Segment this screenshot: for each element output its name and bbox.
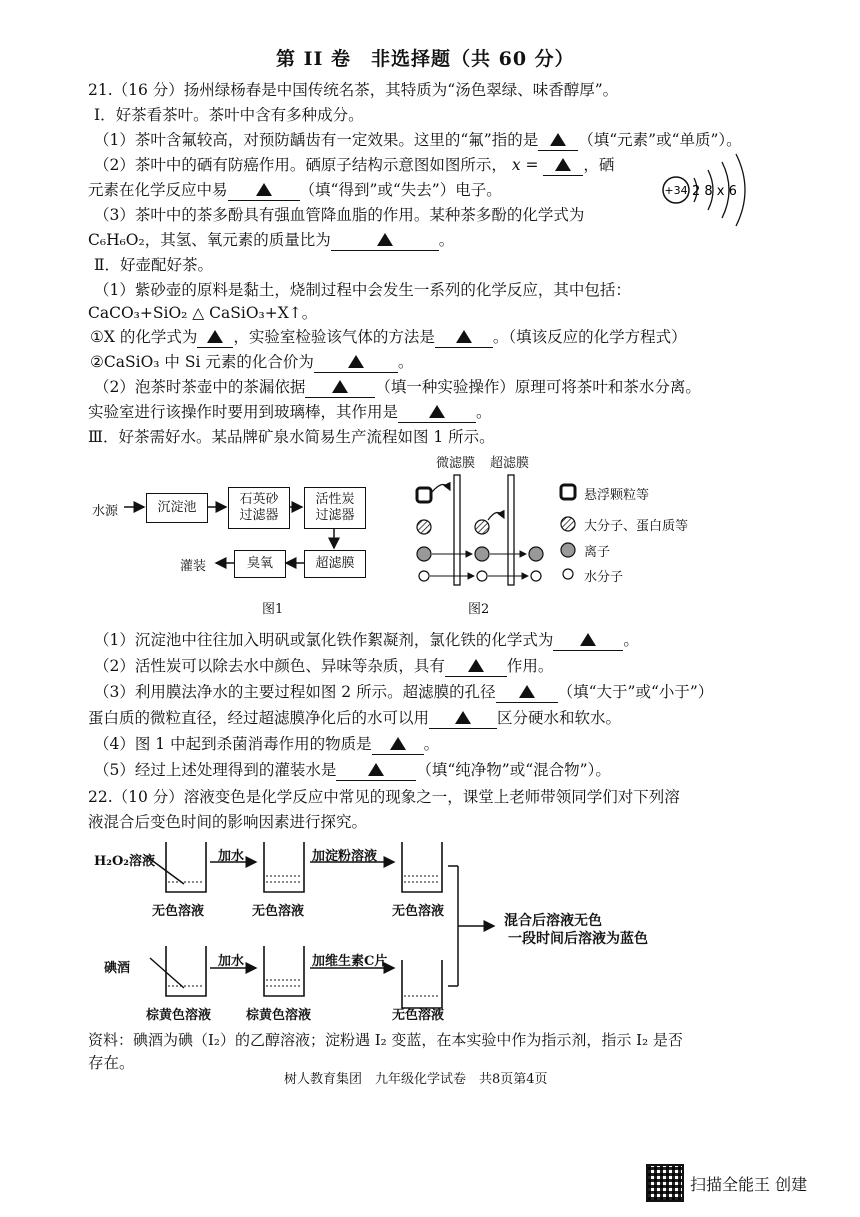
membrane-drawing <box>410 470 560 590</box>
answer-blank <box>435 327 493 348</box>
flow-source: 水源 <box>92 504 119 519</box>
reagent-iodine: 碘酒 <box>104 961 131 976</box>
answer-blank <box>429 708 497 729</box>
q21-part3-title: Ⅲ．好茶需好水。某品牌矿泉水简易生产流程如图 1 所示。 <box>88 428 495 446</box>
q21-I-3: （3）茶叶中的茶多酚具有强血管降血脂的作用。某种茶多酚的化学式为 <box>94 206 585 224</box>
q21-I-1: （1）茶叶含氟较高，对预防龋齿有一定效果。这里的“氟”指的是 （填“元素”或“单质”）。 <box>94 131 742 149</box>
triangle-icon <box>377 233 393 246</box>
flow-arrows <box>120 480 380 590</box>
membrane-label-ultra: 超滤膜 <box>490 456 530 471</box>
legend-water: 水分子 <box>584 570 624 585</box>
page-footer: 树人教育集团 九年级化学试卷 共8页第4页 <box>284 1072 548 1087</box>
row1-solution-3: 无色溶液 <box>392 904 445 919</box>
answer-blank <box>228 180 300 201</box>
qr-code-icon <box>646 1164 684 1202</box>
q21-heading: 21.（16 分）扬州绿杨春是中国传统名茶，其特质为“汤色翠绿、味香醇厚”。 <box>88 81 619 99</box>
step-add-starch: 加淀粉溶液 <box>312 849 378 864</box>
row2-solution-1: 棕黄色溶液 <box>146 1008 212 1023</box>
q21-II-2b: 实验室进行该操作时要用到玻璃棒，其作用是 。 <box>88 403 492 421</box>
nucleus-label: +34 <box>664 184 688 197</box>
q21-II-c1: ①X 的化学式为 ，实验室检验该气体的方法是 。（填该反应的化学方程式） <box>90 328 687 346</box>
q21-III-4: （4）图 1 中起到杀菌消毒作用的物质是 。 <box>94 735 440 753</box>
selenium-atom-diagram <box>658 150 754 230</box>
q21-III-5: （5）经过上述处理得到的灌装水是 （填“纯净物”或“混合物”）。 <box>94 761 611 779</box>
flow-box-ultrafilter: 超滤膜 <box>304 550 366 578</box>
answer-blank <box>372 734 424 755</box>
flow-box-quartz: 石英砂 过滤器 <box>228 487 290 529</box>
answer-blank <box>538 130 578 151</box>
q22-heading: 22.（10 分）溶液变色是化学反应中常见的现象之一，课堂上老师带领同学们对下列溶 <box>88 788 680 806</box>
triangle-icon <box>332 380 348 393</box>
q22-note-2: 存在。 <box>88 1054 135 1072</box>
triangle-icon <box>256 183 272 196</box>
q21-II-c2: ②CaSiO₃ 中 Si 元素的化合价为 。 <box>90 353 414 371</box>
triangle-icon <box>455 711 471 724</box>
triangle-icon <box>348 355 364 368</box>
q21-II-equation: CaCO₃+SiO₂ △ CaSiO₃+X↑。 <box>88 304 318 322</box>
figure-1-caption: 图1 <box>262 602 284 617</box>
q21-part1-title: Ⅰ．好茶看茶叶。茶叶中含有多种成分。 <box>94 106 364 124</box>
micro-filter-membrane <box>454 475 460 585</box>
legend-ion: 离子 <box>584 545 611 560</box>
triangle-icon <box>580 633 596 646</box>
watermark-text: 扫描全能王 创建 <box>690 1175 808 1194</box>
q21-III-1: （1）沉淀池中往往加入明矾或氯化铁作絮凝剂，氯化铁的化学式为 。 <box>94 631 639 649</box>
q21-II-1: （1）紫砂壶的原料是黏土，烧制过程中会发生一系列的化学反应，其中包括： <box>94 281 631 299</box>
step-add-vitamin-c: 加维生素C片 <box>312 954 388 969</box>
answer-blank <box>314 352 398 373</box>
row2-solution-2: 棕黄色溶液 <box>246 1008 312 1023</box>
flow-end: 灌装 <box>180 559 207 574</box>
result-line-2: 一段时间后溶液为蓝色 <box>508 931 648 947</box>
q22-heading-2: 液混合后变色时间的影响因素进行探究。 <box>88 813 368 831</box>
triangle-icon <box>390 737 406 750</box>
triangle-icon <box>468 659 484 672</box>
answer-blank <box>445 656 507 677</box>
flow-box-ozone: 臭氧 <box>234 550 286 578</box>
q21-part2-title: Ⅱ．好壶配好茶。 <box>94 256 214 274</box>
q21-I-2: （2）茶叶中的硒有防癌作用。硒原子结构示意图如图所示， x = ，硒 <box>94 156 615 174</box>
legend-icons <box>556 482 580 588</box>
shell-numbers: 2 8 x 6 <box>692 184 737 199</box>
page-title: 第 II 卷 非选择题（共 60 分） <box>276 48 575 70</box>
legend-macromolecule: 大分子、蛋白质等 <box>584 519 689 534</box>
q21-I-3b: C₆H₆O₂，其氢、氧元素的质量比为 。 <box>88 231 455 249</box>
row1-solution-1: 无色溶液 <box>152 904 205 919</box>
legend-suspended: 悬浮颗粒等 <box>584 488 650 503</box>
q21-II-2: （2）泡茶时茶壶中的茶漏依据 （填一种实验操作）原理可将茶叶和茶水分离。 <box>94 378 701 396</box>
answer-blank <box>543 155 583 176</box>
q21-I-2b: 元素在化学反应中易 （填“得到”或“失去”）电子。 <box>88 181 502 199</box>
ultra-filter-membrane <box>508 475 514 585</box>
flow-box-sediment: 沉淀池 <box>146 493 208 523</box>
triangle-icon <box>555 158 571 171</box>
flow-box-carbon: 活性炭 过滤器 <box>304 487 366 529</box>
result-line-1: 混合后溶液无色 <box>504 913 602 929</box>
q21-III-3: （3）利用膜法净水的主要过程如图 2 所示。超滤膜的孔径 （填“大于”或“小于”） <box>94 683 714 701</box>
triangle-icon <box>456 330 472 343</box>
answer-blank <box>496 682 558 703</box>
row2-solution-3: 无色溶液 <box>392 1008 445 1023</box>
figure-2-caption: 图2 <box>468 602 490 617</box>
answer-blank <box>336 760 416 781</box>
triangle-icon <box>550 133 566 146</box>
q22-note: 资料：碘酒为碘（I₂）的乙醇溶液；淀粉遇 I₂ 变蓝，在本实验中作为指示剂，指示 I₂ 是否 <box>88 1031 683 1049</box>
triangle-icon <box>207 330 223 343</box>
triangle-icon <box>368 763 384 776</box>
answer-blank <box>331 230 439 251</box>
step-add-water-2: 加水 <box>218 954 245 969</box>
reagent-h2o2: H₂O₂溶液 <box>94 854 155 869</box>
membrane-label-micro: 微滤膜 <box>436 456 476 471</box>
triangle-icon <box>429 405 445 418</box>
answer-blank <box>553 630 623 651</box>
answer-blank <box>305 377 375 398</box>
answer-blank <box>197 327 233 348</box>
step-add-water-1: 加水 <box>218 849 245 864</box>
q21-III-3b: 蛋白质的微粒直径，经过超滤膜净化后的水可以用 区分硬水和软水。 <box>88 709 622 727</box>
answer-blank <box>398 402 476 423</box>
triangle-icon <box>519 685 535 698</box>
row1-solution-2: 无色溶液 <box>252 904 305 919</box>
q21-III-2: （2）活性炭可以除去水中颜色、异味等杂质，具有 作用。 <box>94 657 554 675</box>
